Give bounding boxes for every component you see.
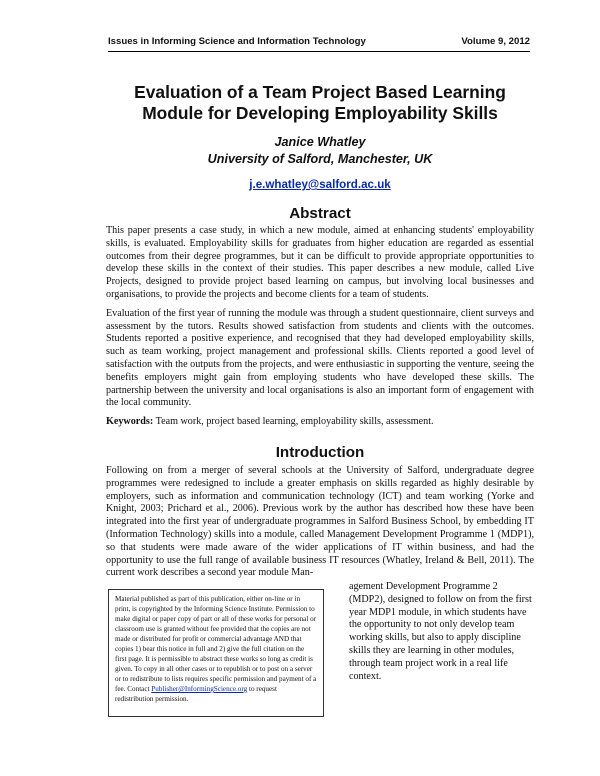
running-header: [108, 36, 530, 52]
introduction-paragraph-1: Following on from a merger of several schools at the University of Salford, undergraduate degree programmes were redesigned to include a greater emphasis on skills regarded as highly desirable by employers, such as information and communication technology (ICT) and team working (Yorke and Knight, 2003; Prichard et al., 2006). Previous work by the author has described how these have been integrated into the first year of undergraduate programmes in Salford Business School, by embedding IT (Information Technology) skills into a module, called Management Development Programme 1 (MDP1), so that students were made aware of the wider applications of IT within business, and had the opportunity to use the full range of available business IT resources (Whatley, Ireland & Bell, 2011). The current work describes a second year module Man-: [106, 465, 534, 579]
keywords-label: Keywords:: [106, 416, 154, 428]
abstract-paragraph-1: This paper presents a case study, in which a new module, aimed at enhancing students' employability skills, is evaluated. Employability skills for graduates from higher education are regarded as essential outcomes from their degree programmes, but it can be difficult to provide appropriate opportunities to develop these skills in the context of their studies. This paper describes a new module, called Live Projects, designed to provide project based learning on campus, but involving local businesses and organisations, to provide the projects and become clients for a team of students.: [106, 225, 534, 300]
title-line-1: Evaluation of a Team Project Based Learning: [134, 82, 506, 102]
introduction-body: [106, 465, 534, 580]
copyright-notice-text: Material published as part of this publication, either on-line or in print, is copyrighted by the Informing Science Institute. Permission to make digital or paper copy of part or all of these works for personal or classroom use is granted without fee provided that the copies are not made or distributed for profit or commercial advantage AND that copies 1) bear this notice in full and 2) give the full citation on the first page. It is permissible to abstract these works so long as credit is given. To copy in all other cases or to republish or to post on a server or to redistribute to lists requires specific permission and payment of a fee. Contact: [115, 595, 317, 693]
paper-title: [100, 82, 540, 124]
title-line-2: Module for Developing Employability Skills: [142, 103, 498, 123]
introduction-heading: Introduction: [275, 444, 365, 461]
copyright-notice-box: [108, 589, 324, 717]
keywords: [106, 416, 534, 429]
volume-label: Volume 9, 2012: [461, 36, 530, 47]
abstract-paragraph-2: Evaluation of the first year of running the module was through a student questionnaire, client surveys and assessment by the tutors. Results showed satisfaction from students and clients with the outcomes. Students reported a positive experience, and recognised that they had developed employability skills, such as team working, project management and professional skills. Clients reported a good level of satisfaction with the outputs from the projects, and were enthusiastic in supporting the venture, seeing the benefits employers might gain from employing students who have developed these skills. The partnership between the university and local organisations is also an important form of engagement with the local community.: [106, 307, 534, 409]
author-email-link[interactable]: j.e.whatley@salford.ac.uk: [249, 178, 391, 191]
abstract-body: [106, 225, 534, 429]
author-affiliation: University of Salford, Manchester, UK: [207, 152, 433, 166]
author-name: Janice Whatley: [274, 135, 366, 149]
keywords-text: Team work, project based learning, employability skills, assessment.: [153, 416, 434, 428]
introduction-column-text: agement Development Programme 2 (MDP2), designed to follow on from the first year MDP1 module, in which students have the opportunity to not only develop team working skills, but also to apply discipline skills they are learning in other modules, through team project work in a real life context.: [349, 581, 532, 682]
publisher-email-link[interactable]: Publisher@InformingScience.org: [151, 685, 248, 693]
author-block: [100, 134, 540, 168]
copyright-notice-tail: to request redistribution permission.: [115, 685, 277, 703]
journal-name: Issues in Informing Science and Information Technology: [108, 36, 366, 47]
abstract-heading: Abstract: [289, 205, 351, 222]
author-email-line: [100, 178, 540, 191]
